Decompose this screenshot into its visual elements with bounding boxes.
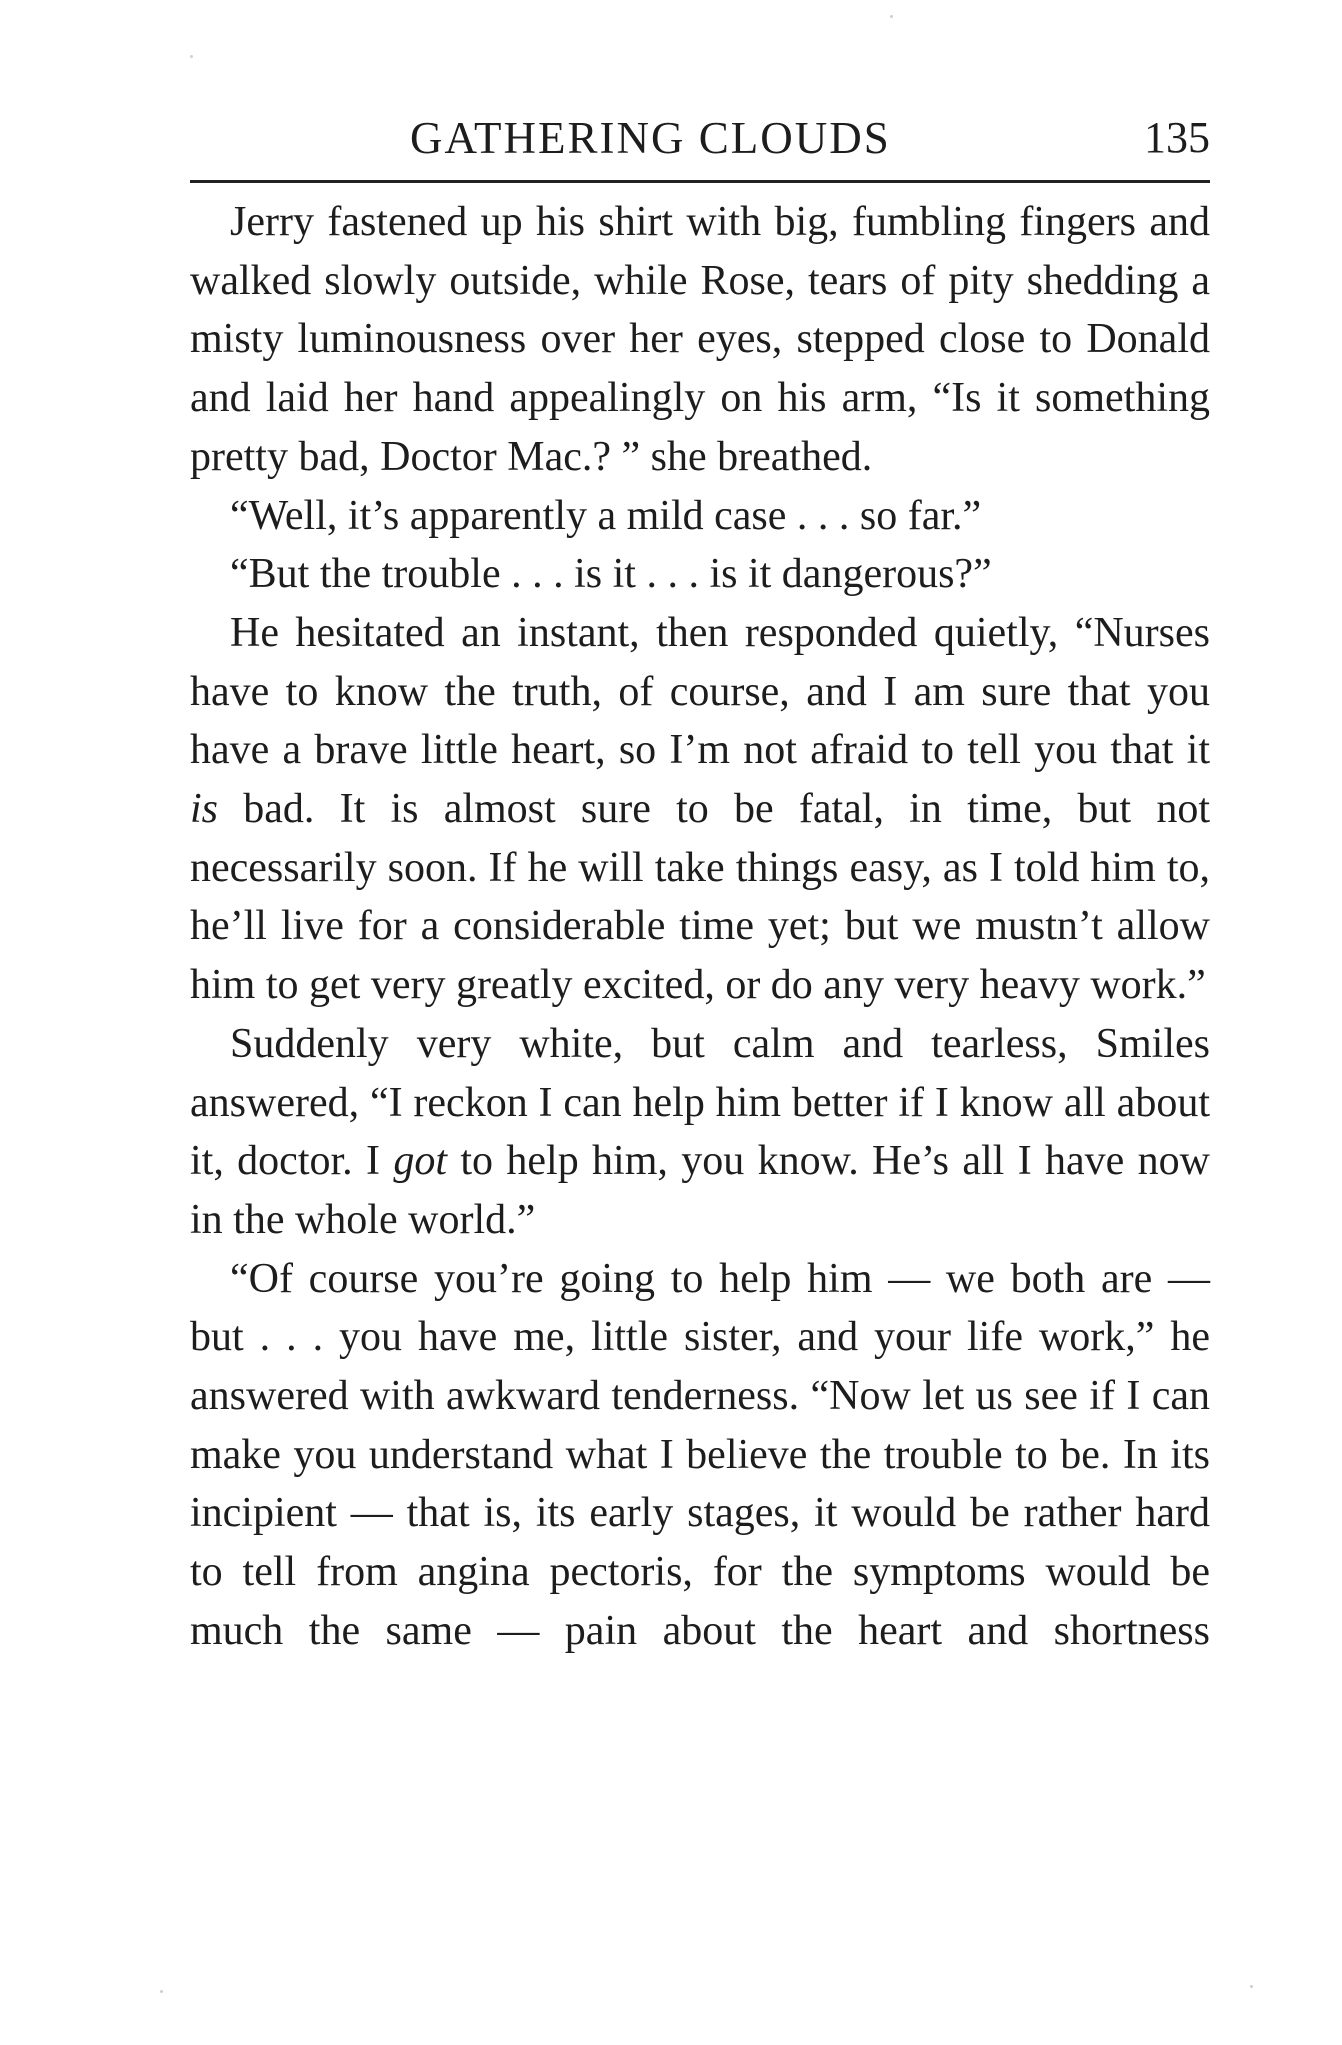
paragraph-4-text-after: bad. It is almost sure to be fatal, in time, but not necessarily soon. If he will take things easy, as I told him to, he’ll live for a considerable time yet; but we mustn’t allow him to get very greatly excited, or do any very heavy work.”: [190, 786, 1210, 1009]
paragraph-5: [190, 1015, 1210, 1250]
body-text: [190, 193, 1210, 1661]
paragraph-2: “Well, it’s apparently a mild case . . . so far.”: [230, 492, 982, 539]
scan-speck: [160, 1990, 163, 1993]
paragraph-3: “But the trouble . . . is it . . . is it dangerous?”: [230, 551, 992, 598]
paragraph-4-text-before: He hesitated an instant, then responded quietly, “Nurses have to know the truth, of course, and I am sure that you have a brave little heart, so I’m not afraid to tell you that it: [190, 609, 1210, 774]
running-title: GATHERING CLOUDS: [410, 113, 891, 163]
paragraph-4: [190, 604, 1210, 1015]
page-header: [190, 108, 1210, 168]
scan-speck: [1250, 1985, 1253, 1988]
paragraph-1: Jerry fastened up his shirt with big, fumbling fingers and walked slowly outside, while Rose, tears of pity shedding a misty luminousness over her eyes, stepped close to Donald and laid her hand appealingly on his arm, “Is it something pretty bad, Doctor Mac.? ” she breathed.: [190, 199, 1210, 480]
paragraph-6: “Of course you’re going to help him — we both are — but . . . you have me, little sister, and your life work,” he answered with awkward tenderness. “Now let us see if I can make you understand what I believe the trouble to be. In its incipient — that is, its early stages, it would be rather hard to tell from angina pectoris, for the symptoms would be much the same — pain about the heart and shortness: [190, 1255, 1210, 1654]
paragraph-5-emphasis: got: [393, 1138, 448, 1185]
header-rule: [190, 180, 1210, 183]
paragraph-5-text-after: to help him, you know. He’s all I have now in the whole world.”: [190, 1138, 1210, 1243]
paragraph-5-text-before: Suddenly very white, but calm and tearless, Smiles answered, “I reckon I can help him better if I know all about it, doctor. I: [190, 1020, 1210, 1185]
scan-speck: [890, 15, 893, 18]
page-number: 135: [1144, 113, 1210, 162]
paragraph-4-emphasis: is: [190, 786, 219, 833]
scan-speck: [190, 55, 193, 58]
